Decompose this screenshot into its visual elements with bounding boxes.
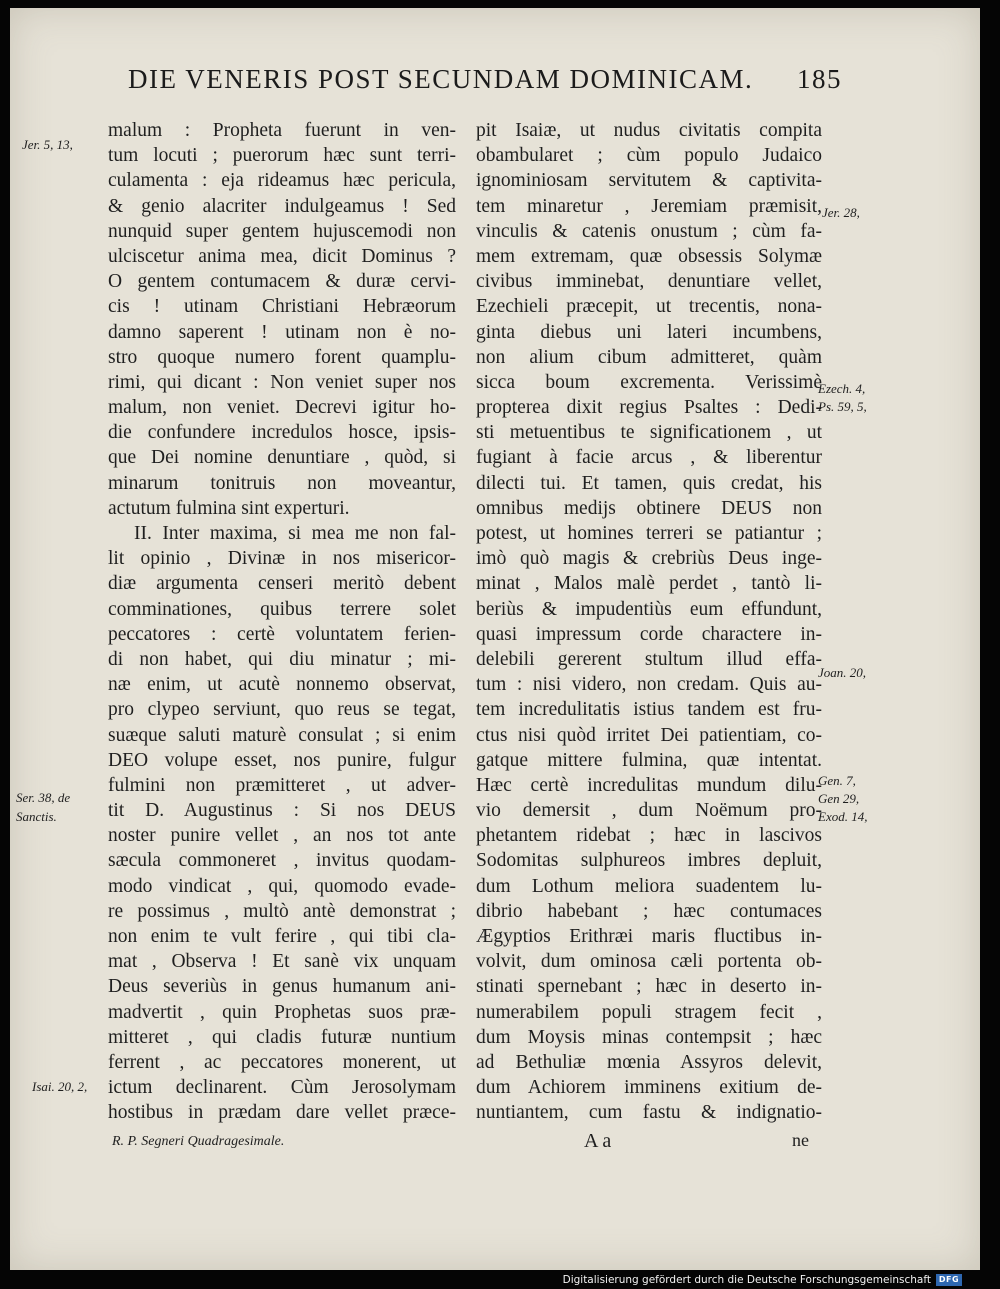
- credit-text: Digitalisierung gefördert durch die Deutsche Forschungsgemeinschaft: [562, 1274, 931, 1286]
- text-line: malum, non veniet. Decrevi igitur ho-: [108, 397, 456, 419]
- text-line: que Dei nomine denuntiare , quòd, si: [108, 447, 456, 469]
- text-line: O gentem contumacem & duræ cervi-: [108, 271, 456, 293]
- text-line: dibrio habebant ; hæc contumaces: [476, 900, 822, 922]
- text-line: damno saperent ! utinam non è no-: [108, 321, 456, 343]
- text-line: madvertit , quin Prophetas suos præ-: [108, 1001, 456, 1023]
- margin-note: Sanctis.: [16, 809, 57, 824]
- text-line: hostibus in prædam dare vellet præce-: [108, 1102, 456, 1124]
- text-line: suæque saluti maturè consulat ; si enim: [108, 724, 456, 746]
- text-line: dilecti tui. Et tamen, quis credat, his: [476, 472, 822, 494]
- text-line: mat , Observa ! Et sanè vix unquam: [108, 951, 456, 973]
- digitization-credit: [563, 1274, 962, 1286]
- text-line: II. Inter maxima, si mea me non fal-: [134, 523, 456, 544]
- text-line: pit Isaiæ, ut nudus civitatis compita: [476, 120, 822, 141]
- text-line: tit D. Augustinus : Si nos DEUS: [108, 800, 456, 822]
- text-line: nuntiantem, cum fastu & indignatio-: [476, 1102, 822, 1124]
- text-line: stro quoque numero forent quamplu-: [108, 346, 456, 368]
- text-line: dum Achiorem imminens exitium de-: [476, 1077, 822, 1099]
- text-line: ignominiosam servitutem & captivita-: [476, 170, 822, 192]
- text-line: re possimus , multò antè demonstrat ;: [108, 900, 456, 922]
- text-line: sæcula commoneret , invitus quodam-: [108, 850, 456, 872]
- text-line: Ægyptios Erithræi maris fluctibus in-: [476, 926, 822, 947]
- margin-note: Gen. 7,: [818, 773, 856, 788]
- margin-note: Ser. 38, de: [16, 790, 71, 805]
- text-line: delebili gererent stultum illud effa-: [476, 648, 822, 670]
- text-line: ulciscetur anima mea, dicit Dominus ?: [108, 245, 456, 267]
- text-line: nunquid super gentem hujuscemodi non: [108, 220, 456, 242]
- margin-note: Ezech. 4,: [818, 381, 866, 396]
- text-line: gatque mittere fulmina, quæ intentat.: [476, 749, 822, 771]
- margin-note: Isai. 20, 2,: [32, 1079, 88, 1094]
- text-line: volvit, dum ominosa cæli portenta ob-: [476, 951, 822, 973]
- text-line: fugiant à facie arcus , & liberentur: [476, 447, 822, 469]
- text-line: non enim te vult ferire , qui tibi cla-: [108, 926, 456, 947]
- right-text-column: [476, 118, 822, 1126]
- text-line: di non habet, qui diu minatur ; mi-: [108, 648, 456, 670]
- running-header: [128, 64, 842, 95]
- text-line: sicca boum excrementa. Verissimè: [476, 371, 822, 393]
- margin-note: Gen 29,: [818, 791, 860, 806]
- margin-note: Ps. 59, 5,: [818, 399, 867, 414]
- text-line: tem minaretur , Jeremiam præmisit,: [476, 195, 822, 217]
- running-title: DIE VENERIS POST SECUNDAM DOMINICAM.: [128, 64, 754, 94]
- margin-note: Jer. 5, 13,: [22, 137, 73, 152]
- margin-note: Exod. 14,: [818, 809, 868, 824]
- text-line: tum locuti ; puerorum hæc sunt terri-: [108, 145, 456, 167]
- text-line: DEO volupe esset, nos punire, fulgur: [108, 749, 456, 771]
- text-line: tem incredulitatis istius tandem est fru-: [476, 699, 822, 721]
- text-line: vinculis & catenis onustum ; cùm fa-: [476, 220, 822, 242]
- text-line: mem extremam, quæ obsessis Solymæ: [476, 245, 822, 267]
- text-line: Sodomitas sulphureos imbres depluit,: [476, 850, 822, 872]
- margin-note: Joan. 20,: [818, 665, 867, 680]
- text-line: ctus nisi quòd irritet Dei patientiam, co-: [476, 724, 822, 746]
- text-line: modo vindicat , qui, quomodo evade-: [108, 875, 456, 897]
- text-line: beriùs & impudentiùs eum effundunt,: [476, 598, 822, 620]
- text-line: dum Lothum meliora suadentem lu-: [476, 875, 822, 897]
- text-line: vio demersit , dum Noëmum pro-: [476, 800, 822, 822]
- text-line: malum : Propheta fuerunt in ven-: [108, 120, 456, 141]
- text-line: stinati spernebant ; hæc in deserto in-: [476, 976, 822, 998]
- text-line: dum Moysis minas contempsit ; hæc: [476, 1026, 822, 1048]
- book-page: [10, 8, 980, 1270]
- text-line: ad Bethuliæ mœnia Assyros delevit,: [476, 1051, 822, 1073]
- text-line: tum : nisi videro, non credam. Quis au-: [476, 674, 822, 696]
- text-line: propterea dixit regius Psaltes : Dedi-: [476, 397, 822, 419]
- text-line: noster punire vellet , an nos tot ante: [108, 825, 456, 847]
- gathering-mark: A a: [584, 1130, 612, 1152]
- text-line: rimi, qui dicant : Non veniet super nos: [108, 371, 456, 393]
- text-line: & genio alacriter indulgeamus ! Sed: [108, 195, 456, 217]
- text-line: minat , Malos malè perdet , tantò li-: [476, 573, 822, 595]
- text-line: civibus imminebat, denuntiare vellet,: [476, 271, 822, 293]
- text-line: lit opinio , Divinæ in nos misericor-: [108, 548, 456, 570]
- dfg-logo-icon: DFG: [936, 1274, 962, 1286]
- left-text-column: [108, 118, 456, 1126]
- page-number: 185: [797, 64, 842, 94]
- text-line: diæ argumenta censeri meritò debent: [108, 573, 456, 595]
- text-line: actutum fulmina sint experturi.: [108, 497, 350, 519]
- text-line: ferrent , ac peccatores monerent, ut: [108, 1051, 456, 1073]
- text-line: comminationes, quibus terrere solet: [108, 598, 456, 620]
- signature-line: R. P. Segneri Quadragesimale.: [112, 1134, 285, 1149]
- text-line: ginta diebus uni lateri incumbens,: [476, 321, 822, 343]
- text-line: næ enim, ut acutè nonnemo observat,: [108, 674, 456, 696]
- text-line: peccatores : certè voluntatem ferien-: [108, 623, 456, 645]
- text-line: Deus severiùs in genus humanum ani-: [108, 976, 456, 998]
- text-line: culamenta : eja rideamus hæc pericula,: [108, 170, 456, 192]
- text-line: imò quò magis & crebriùs Deus inge-: [476, 548, 822, 570]
- text-line: phetantem ridebat ; hæc in lascivos: [476, 825, 822, 847]
- text-line: ictum declinarent. Cùm Jerosolymam: [108, 1077, 456, 1099]
- text-line: cis ! utinam Christiani Hebræorum: [108, 296, 456, 318]
- text-line: sti metuentibus te significationem , ut: [476, 422, 822, 444]
- text-line: Hæc certè incredulitas mundum dilu-: [476, 774, 822, 796]
- text-line: mitteret , qui cladis futuræ nuntium: [108, 1026, 456, 1048]
- text-line: minarum tonitruis non moveantur,: [108, 472, 456, 494]
- text-line: numerabilem populi stragem fecit ,: [476, 1001, 822, 1023]
- text-line: quasi impressum corde charactere in-: [476, 623, 822, 645]
- text-line: fulmini non præmitteret , ut adver-: [108, 774, 456, 796]
- text-line: Ezechieli præcepit, ut trecentis, nona-: [476, 296, 822, 318]
- text-line: obambularet ; cùm populo Judaico: [476, 145, 822, 167]
- text-line: non alium cibum admitteret, quàm: [476, 346, 822, 368]
- text-line: omnibus medijs obtinere DEUS non: [476, 497, 822, 519]
- margin-note: Jer. 28,: [822, 205, 860, 220]
- text-line: die confundere incredulos hosce, ipsis-: [108, 422, 456, 444]
- text-line: pro clypeo serviunt, quo reus se tegat,: [108, 699, 456, 721]
- catchword: ne: [792, 1130, 809, 1150]
- text-line: potest, ut homines terreri se patiantur ;: [476, 523, 822, 544]
